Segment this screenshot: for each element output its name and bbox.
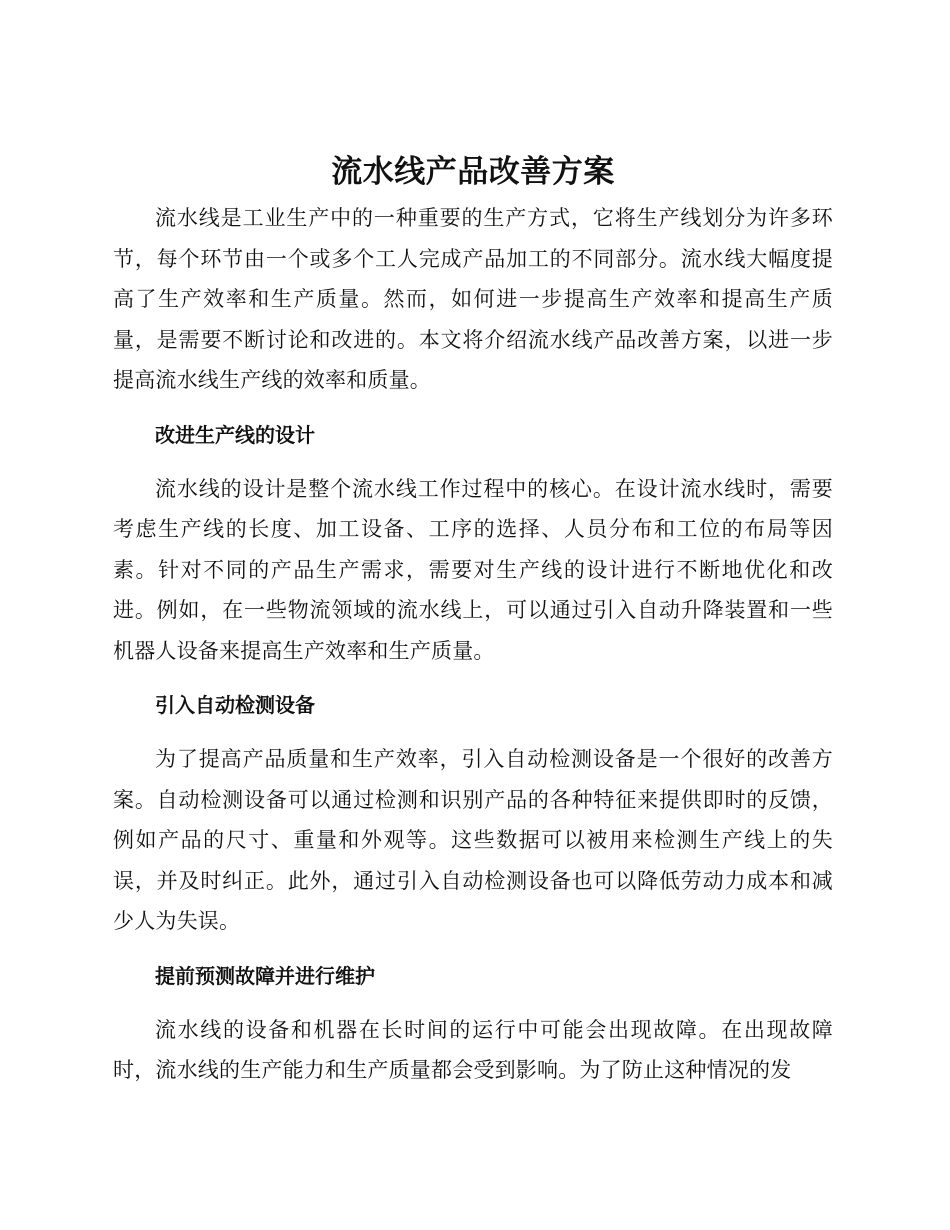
section-body-design: 流水线的设计是整个流水线工作过程中的核心。在设计流水线时，需要考虑生产线的长度、加工设备、工序的选择、人员分布和工位的布局等因素。针对不同的产品生产需求，需要对生产线的设计进行不断地优化和改进。例如，在一些物流领域的流水线上，可以通过引入自动升降装置和一些机器人设备来提高生产效率和生产质量。 (113, 476, 833, 663)
section-body-inspection: 为了提高产品质量和生产效率，引入自动检测设备是一个很好的改善方案。自动检测设备可以通过检测和识别产品的各种特征来提供即时的反馈，例如产品的尺寸、重量和外观等。这些数据可以被用来检测生产线上的失误，并及时纠正。此外，通过引入自动检测设备也可以降低劳动力成本和减少人为失误。 (113, 747, 833, 933)
intro-paragraph: 流水线是工业生产中的一种重要的生产方式，它将生产线划分为许多环节，每个环节由一个或多个工人完成产品加工的不同部分。流水线大幅度提高了生产效率和生产质量。然而，如何进一步提高生产效率和提高生产质量，是需要不断讨论和改进的。本文将介绍流水线产品改善方案，以进一步提高流水线生产线的效率和质量。 (113, 206, 833, 392)
section-heading-inspection: 引入自动检测设备 (155, 693, 315, 717)
section-body-maintenance: 流水线的设备和机器在长时间的运行中可能会出现故障。在出现故障时，流水线的生产能力和生产质量都会受到影响。为了防止这种情况的发 (113, 1017, 833, 1082)
document-title: 流水线产品改善方案 (331, 154, 615, 190)
document-content (113, 150, 833, 1091)
section-heading-design: 改进生产线的设计 (155, 422, 315, 447)
section-heading-maintenance: 提前预测故障并进行维护 (155, 963, 375, 988)
